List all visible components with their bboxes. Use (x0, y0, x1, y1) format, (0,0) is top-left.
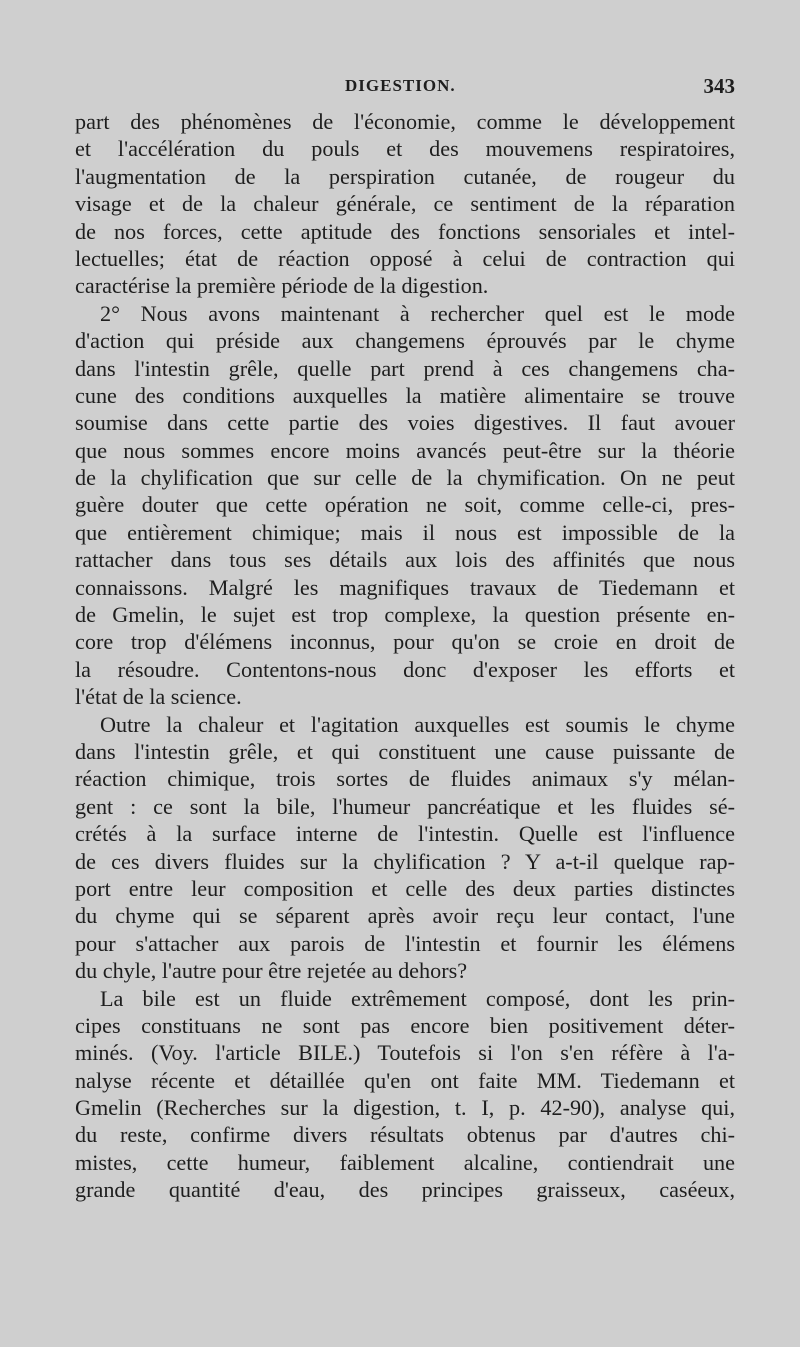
paragraph-end-line: l'état de la science. (75, 684, 242, 710)
paragraph-start-line: 2° Nous avons maintenant à rechercher quel est le mode (100, 300, 735, 326)
text-line: et l'accélération du pouls et des mouvemens respiratoires, (75, 136, 735, 162)
text-line: pour s'attacher aux parois de l'intestin et fournir les élémens (75, 930, 735, 956)
text-line: soumise dans cette partie des voies digestives. Il faut avouer (75, 410, 735, 436)
page-number: 343 (703, 74, 735, 98)
text-line: mistes, cette humeur, faiblement alcaline, contiendrait une (75, 1149, 735, 1175)
text-line: de la chylification que sur celle de la chymification. On ne peut (75, 465, 735, 491)
text-line: grande quantité d'eau, des principes graisseux, caséeux, (75, 1177, 735, 1203)
text-line: du reste, confirme divers résultats obtenus par d'autres chi- (75, 1122, 735, 1148)
text-line: que nous sommes encore moins avancés peut-être sur la théorie (75, 437, 735, 463)
text-line: cipes constituans ne sont pas encore bien positivement déter- (75, 1012, 735, 1038)
text-line: de ces divers fluides sur la chylification ? Y a-t-il quelque rap- (75, 848, 735, 874)
paragraph-end-line: caractérise la première période de la digestion. (75, 273, 489, 299)
running-head: DIGESTION. (345, 76, 456, 95)
text-line: gent : ce sont la bile, l'humeur pancréatique et les fluides sé- (75, 793, 735, 819)
text-line: de nos forces, cette aptitude des fonctions sensoriales et intel- (75, 218, 735, 244)
text-line: cune des conditions auxquelles la matière alimentaire se trouve (75, 382, 735, 408)
text-line: de Gmelin, le sujet est trop complexe, la question présente en- (75, 602, 735, 628)
text-line: core trop d'élémens inconnus, pour qu'on se croie en droit de (75, 629, 735, 655)
text-line: du chyme qui se séparent après avoir reçu leur contact, l'une (75, 903, 735, 929)
page-header (75, 74, 735, 104)
page-body (75, 108, 735, 1204)
text-line: réaction chimique, trois sortes de fluides animaux s'y mélan- (75, 766, 735, 792)
paragraph-end-line: du chyle, l'autre pour être rejetée au dehors? (75, 958, 468, 984)
text-line: connaissons. Malgré les magnifiques travaux de Tiedemann et (75, 574, 735, 600)
text-line: nalyse récente et détaillée qu'en ont faite MM. Tiedemann et (75, 1067, 735, 1093)
text-line: Gmelin (Recherches sur la digestion, t. I, p. 42-90), analyse qui, (75, 1095, 735, 1121)
text-line: rattacher dans tous ses détails aux lois des affinités que nous (75, 547, 735, 573)
text-line: que entièrement chimique; mais il nous est impossible de la (75, 519, 735, 545)
paragraph-start-line: Outre la chaleur et l'agitation auxquelles est soumis le chyme (100, 711, 735, 737)
text-line: minés. (Voy. l'article BILE.) Toutefois si l'on s'en réfère à l'a- (75, 1040, 735, 1066)
text-line: la résoudre. Contentons-nous donc d'exposer les efforts et (75, 656, 735, 682)
text-line: crétés à la surface interne de l'intestin. Quelle est l'influence (75, 821, 735, 847)
paragraph-start-line: La bile est un fluide extrêmement composé, dont les prin- (100, 985, 735, 1011)
text-line: dans l'intestin grêle, quelle part prend à ces changemens cha- (75, 355, 735, 381)
text-line: visage et de la chaleur générale, ce sentiment de la réparation (75, 191, 735, 217)
text-line: lectuelles; état de réaction opposé à celui de contraction qui (75, 245, 735, 271)
text-line: guère douter que cette opération ne soit, comme celle-ci, pres- (75, 492, 735, 518)
text-line: port entre leur composition et celle des deux parties distinctes (75, 875, 735, 901)
text-line: d'action qui préside aux changemens éprouvés par le chyme (75, 328, 735, 354)
text-line: part des phénomènes de l'économie, comme le développement (75, 109, 735, 134)
text-line: l'augmentation de la perspiration cutanée, de rougeur du (75, 163, 735, 189)
text-line: dans l'intestin grêle, et qui constituent une cause puissante de (75, 738, 735, 764)
